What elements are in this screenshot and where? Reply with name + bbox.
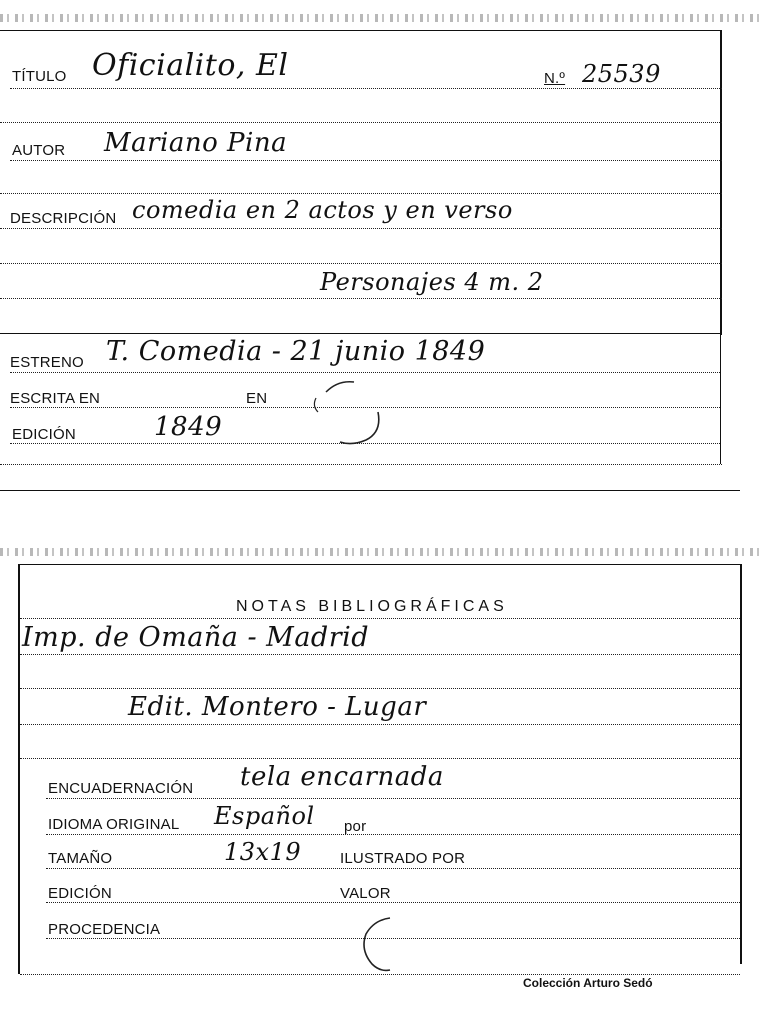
catalog-card-back [0, 540, 759, 1028]
por-label: por [344, 818, 367, 835]
estreno-value: T. Comedia - 21 junio 1849 [106, 336, 486, 367]
encuadernacion-value: tela encarnada [240, 762, 444, 792]
rule [0, 464, 722, 465]
rule [0, 122, 722, 123]
card-top-edge [0, 30, 722, 31]
rule [46, 868, 740, 869]
section-rule [0, 333, 722, 334]
autor-label: AUTOR [12, 142, 66, 159]
tamano-value: 13x19 [224, 838, 302, 866]
stamp-mark [306, 372, 396, 452]
rule [20, 724, 740, 725]
rule [46, 798, 740, 799]
card-left-edge [18, 564, 20, 974]
scan-noise-top [0, 548, 759, 556]
card-right-edge [740, 564, 742, 964]
valor-label: VALOR [340, 885, 391, 902]
en-label: EN [246, 390, 268, 407]
descripcion-value: comedia en 2 actos y en verso [132, 196, 513, 224]
numero-label: N.º [544, 70, 566, 87]
note-imprenta: Imp. de Omaña - Madrid [22, 622, 370, 653]
tamano-label: TAMAÑO [48, 850, 113, 867]
rule [0, 228, 722, 229]
personajes-value: Personajes 4 m. 2 [320, 268, 544, 296]
rule [0, 263, 722, 264]
idioma-label: IDIOMA ORIGINAL [48, 816, 180, 833]
rule [20, 654, 740, 655]
rule [0, 193, 722, 194]
rule [20, 758, 740, 759]
rule [46, 834, 740, 835]
note-editorial: Edit. Montero - Lugar [128, 692, 427, 722]
ilustrado-label: ILUSTRADO POR [340, 850, 466, 867]
card-bottom-edge [0, 490, 740, 491]
card-right-edge [720, 30, 722, 335]
escrita-en-label: ESCRITA EN [10, 390, 101, 407]
idioma-value: Español [214, 802, 315, 830]
rule [10, 160, 722, 161]
scan-noise-top [0, 14, 759, 22]
edicion-label: EDICIÓN [12, 426, 76, 443]
procedencia-label: PROCEDENCIA [48, 921, 161, 938]
titulo-label: TÍTULO [12, 68, 67, 85]
encuadernacion-label: ENCUADERNACIÓN [48, 780, 194, 797]
autor-value: Mariano Pina [104, 128, 288, 158]
edicion-value: 1849 [154, 412, 223, 442]
card-right-edge-lower [720, 334, 721, 464]
rule [0, 298, 722, 299]
rule [20, 618, 740, 619]
edicion-label: EDICIÓN [48, 885, 112, 902]
numero-value: 25539 [582, 60, 661, 88]
stamp-mark [350, 910, 420, 980]
catalog-card-front [0, 0, 759, 492]
notas-heading: NOTAS BIBLIOGRÁFICAS [236, 598, 508, 615]
rule [46, 902, 740, 903]
rule [20, 688, 740, 689]
card-top-edge [18, 564, 742, 565]
rule [10, 88, 722, 89]
collection-footer: Colección Arturo Sedó [523, 976, 653, 990]
titulo-value: Oficialito, El [92, 48, 289, 83]
descripcion-label: DESCRIPCIÓN [10, 210, 117, 227]
estreno-label: ESTRENO [10, 354, 84, 371]
